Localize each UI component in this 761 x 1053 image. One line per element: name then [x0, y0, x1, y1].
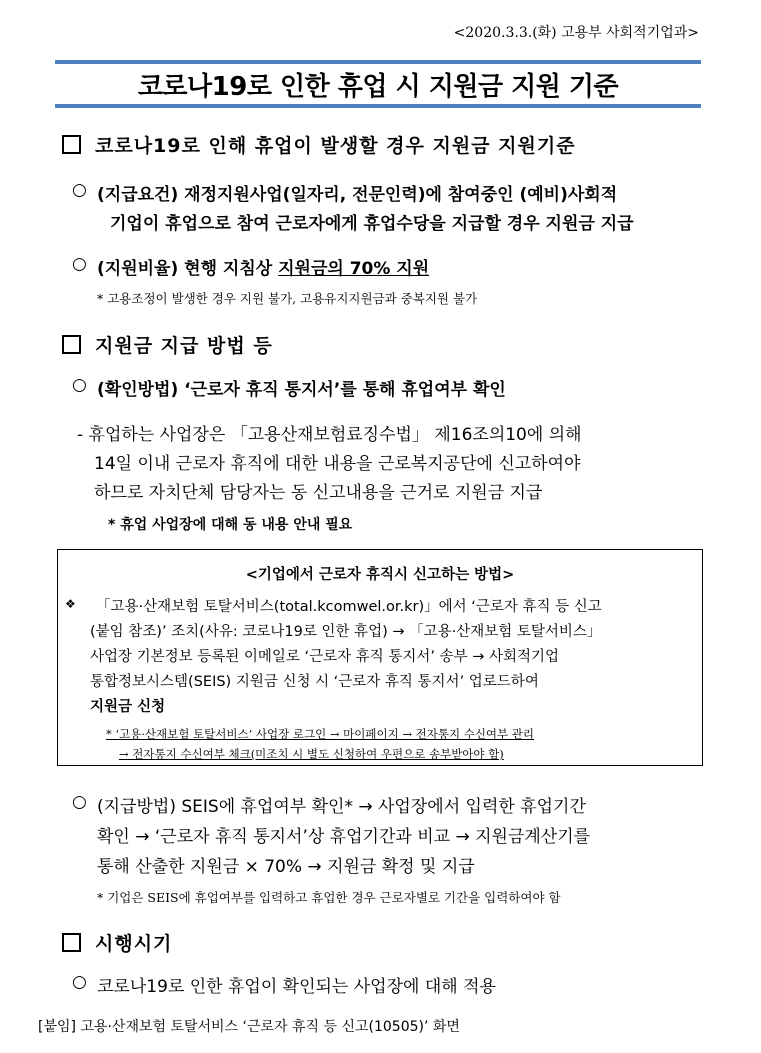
- s3-bullet1: 코로나19로 인한 휴업이 확인되는 사업장에 대해 적용: [97, 977, 496, 997]
- s2-dash-note: * 휴업 사업장에 대해 동 내용 안내 필요: [108, 517, 353, 533]
- section1-heading-text: 코로나19로 인해 휴업이 발생할 경우 지원금 지원기준: [95, 135, 576, 157]
- notice-box: [57, 549, 703, 766]
- checkbox-square-icon: [62, 933, 81, 952]
- section3-heading-text: 시행시기: [95, 933, 173, 955]
- s1-bullet1-line2: 기업이 휴업으로 참여 근로자에게 휴업수당을 지급할 경우 지원금 지급: [110, 214, 634, 234]
- section3-heading: [62, 929, 172, 956]
- notice-line5: 지원금 신청: [90, 699, 166, 715]
- footer-attachment: [붙임] 고용·산재보험 토탈서비스 ‘근로자 휴직 등 신고(10505)’ 화면: [38, 1019, 460, 1035]
- s2-bullet1: (확인방법) ‘근로자 휴직 통지서’를 통해 휴업여부 확인: [97, 380, 506, 400]
- s1-bullet2-prefix: (지원비율) 현행 지침상: [97, 259, 279, 279]
- section1-heading: [62, 131, 576, 158]
- checkbox-square-icon: [62, 135, 81, 154]
- notice-note2: → 전자통지 수신여부 체크(미조치 시 별도 신청하여 우편으로 송부받아야 함): [119, 747, 504, 761]
- notice-line4: 통합정보시스템(SEIS) 지원금 신청 시 ‘근로자 휴직 통지서’ 업로드하여: [90, 674, 539, 690]
- circle-bullet-icon: ○: [72, 972, 87, 992]
- s2-bullet2-note: * 기업은 SEIS에 휴업여부를 입력하고 휴업한 경우 근로자별로 기간을 입력하여야 함: [97, 890, 561, 905]
- s1-bullet2-underlined: 지원금의 70% 지원: [278, 259, 430, 279]
- notice-line2: (붙임 참조)’ 조치(사유: 코로나19로 인한 휴업) → 「고용·산재보험 토탈서비스」: [90, 624, 602, 640]
- notice-title: <기업에서 근로자 휴직시 신고하는 방법>: [245, 567, 515, 583]
- notice-note1: * ‘고용·산재보험 토탈서비스’ 사업장 로그인 → 마이페이지 → 전자통지 수신여부 관리: [106, 727, 535, 741]
- notice-line1: 「고용·산재보험 토탈서비스(total.kcomwel.or.kr)」에서 ‘근로자 휴직 등 신고: [96, 599, 602, 615]
- section2-heading-text: 지원금 지급 방법 등: [95, 335, 273, 357]
- s1-bullet1-line1: (지급요건) 재정지원사업(일자리, 전문인력)에 참여중인 (예비)사회적: [97, 185, 618, 205]
- circle-bullet-icon: ○: [72, 792, 87, 812]
- s1-bullet2: [97, 254, 429, 279]
- checkbox-square-icon: [62, 335, 81, 354]
- section2-heading: [62, 331, 273, 358]
- s2-bullet2-line1: (지급방법) SEIS에 휴업여부 확인* → 사업장에서 입력한 휴업기간: [97, 797, 586, 817]
- diamond-bullet-icon: ❖: [65, 597, 76, 611]
- s2-bullet2-line2: 확인 → ‘근로자 휴직 통지서’상 휴업기간과 비교 → 지원금계산기를: [97, 827, 591, 847]
- s2-dash-line2: 14일 이내 근로자 휴직에 대한 내용을 근로복지공단에 신고하여야: [94, 454, 581, 474]
- date-line: <2020.3.3.(화) 고용부 사회적기업과>: [453, 25, 699, 41]
- s2-dash-line1: - 휴업하는 사업장은 「고용산재보험료징수법」 제16조의10에 의해: [77, 425, 582, 445]
- page-title: [55, 60, 701, 108]
- circle-bullet-icon: ○: [72, 375, 87, 395]
- s1-note: * 고용조정이 발생한 경우 지원 불가, 고용유지지원금과 중복지원 불가: [97, 291, 478, 306]
- s2-dash-line3: 하므로 자치단체 담당자는 동 신고내용을 근거로 지원금 지급: [94, 483, 543, 503]
- s2-bullet2-line3: 통해 산출한 지원금 × 70% → 지원금 확정 및 지급: [97, 857, 475, 877]
- circle-bullet-icon: ○: [72, 254, 87, 274]
- notice-line3: 사업장 기본정보 등록된 이메일로 ‘근로자 휴직 통지서’ 송부 → 사회적기업: [90, 649, 560, 665]
- circle-bullet-icon: ○: [72, 180, 87, 200]
- page-title-text: 코로나19로 인한 휴업 시 지원금 지원 기준: [137, 71, 619, 102]
